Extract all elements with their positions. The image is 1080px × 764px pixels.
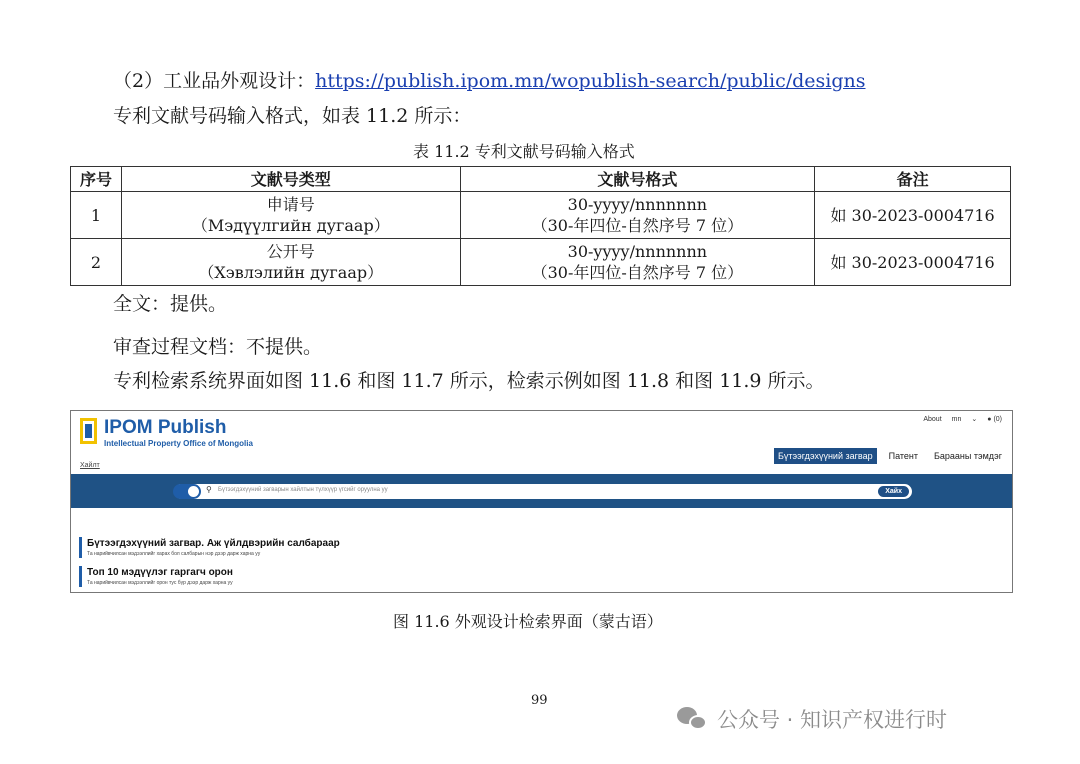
tab-trademarks[interactable]: Барааны тэмдэг — [934, 451, 1002, 461]
type-cn: 公开号 — [266, 242, 315, 261]
row-remark: 如 30-2023-0004716 — [815, 192, 1011, 239]
table-row — [71, 239, 1011, 286]
section-top-applicants — [79, 566, 233, 587]
header-format: 文献号格式 — [460, 167, 815, 192]
search-button[interactable]: Хайх — [877, 485, 910, 498]
search-bar — [174, 484, 912, 499]
tab-designs[interactable]: Бүтээгдэхүүний загвар — [774, 448, 877, 464]
designs-label: （2）工业品外观设计： — [113, 70, 316, 92]
language-value: mn — [951, 415, 962, 423]
format-intro: 专利文献号码输入格式，如表 11.2 所示： — [113, 105, 472, 127]
user-menu[interactable] — [987, 416, 1002, 423]
header-remark: 备注 — [815, 167, 1011, 192]
format-note: （30-年四位-自然序号 7 位） — [531, 216, 744, 235]
section-title[interactable]: Топ 10 мэдүүлэг гаргагч орон — [87, 567, 233, 578]
section-title[interactable]: Бүтээгдэхүүний загвар. Аж үйлдвэрийн салбараар — [87, 538, 340, 549]
search-icon: ⚲ — [206, 485, 212, 494]
chevron-down-icon[interactable]: ⌄ — [971, 416, 978, 423]
header-no: 序号 — [71, 167, 122, 192]
row-no: 2 — [71, 239, 122, 286]
table-caption: 表 11.2 专利文献号码输入格式 — [413, 142, 635, 161]
figure-caption: 图 11.6 外观设计检索界面（蒙古语） — [393, 612, 663, 631]
fulltext-line: 全文：提供。 — [113, 293, 228, 315]
top-nav — [923, 415, 1002, 423]
exam-docs-line: 审查过程文档：不提供。 — [113, 336, 323, 358]
format-pattern: 30-yyyy/nnnnnnn — [567, 242, 708, 261]
row-type — [121, 192, 460, 239]
section-desc: Та нарийвчилсан мэдээллийг харах бол салбарын нэр дээр дарж харна уу — [87, 551, 261, 557]
section-designs-by-industry — [79, 537, 340, 558]
ipom-logo-icon — [80, 418, 97, 444]
page-number: 99 — [531, 693, 548, 708]
wechat-icon — [677, 703, 709, 735]
tab-patents[interactable]: Патент — [888, 451, 918, 461]
type-mn: （Хэвлэлийн дугаар） — [198, 263, 384, 282]
watermark — [677, 703, 947, 735]
format-pattern: 30-yyyy/nnnnnnn — [567, 195, 708, 214]
header-type: 文献号类型 — [121, 167, 460, 192]
row-format — [460, 239, 815, 286]
row-type — [121, 239, 460, 286]
row-remark: 如 30-2023-0004716 — [815, 239, 1011, 286]
language-select[interactable] — [952, 416, 962, 423]
about-link[interactable]: About — [923, 415, 942, 423]
search-mode-toggle[interactable] — [173, 484, 201, 499]
search-input[interactable]: Бүтээгдэхүүний загварын хайлтын түлхүүр үгсийг оруулна уу — [218, 487, 388, 493]
ipom-screenshot — [70, 410, 1013, 593]
designs-line — [113, 68, 866, 94]
type-mn: （Мэдүүлгийн дугаар） — [191, 216, 390, 235]
watermark-text: 公众号 · 知识产权进行时 — [717, 708, 948, 732]
brand-subtitle: Intellectual Property Office of Mongolia — [104, 439, 253, 448]
search-band — [71, 474, 1012, 508]
row-no: 1 — [71, 192, 122, 239]
format-note: （30-年四位-自然序号 7 位） — [531, 263, 744, 282]
figures-intro: 专利检索系统界面如图 11.6 和图 11.7 所示，检索示例如图 11.8 和图 11.9 所示。 — [113, 370, 825, 392]
user-count: (0) — [993, 415, 1002, 423]
format-table — [70, 166, 1011, 286]
table-row — [71, 192, 1011, 239]
type-cn: 申请号 — [266, 195, 315, 214]
row-format — [460, 192, 815, 239]
section-desc: Та нарийвчилсан мэдээллийг орон тус бүр дээр дарж харна уу — [87, 580, 233, 586]
user-icon: ● — [987, 415, 992, 423]
search-breadcrumb-link[interactable]: Хайлт — [80, 462, 100, 469]
main-tabs — [774, 448, 1006, 464]
table-header-row — [71, 167, 1011, 192]
designs-url-link[interactable]: https://publish.ipom.mn/wopublish-search/public/designs — [315, 70, 866, 92]
brand-title: IPOM Publish — [104, 417, 227, 438]
